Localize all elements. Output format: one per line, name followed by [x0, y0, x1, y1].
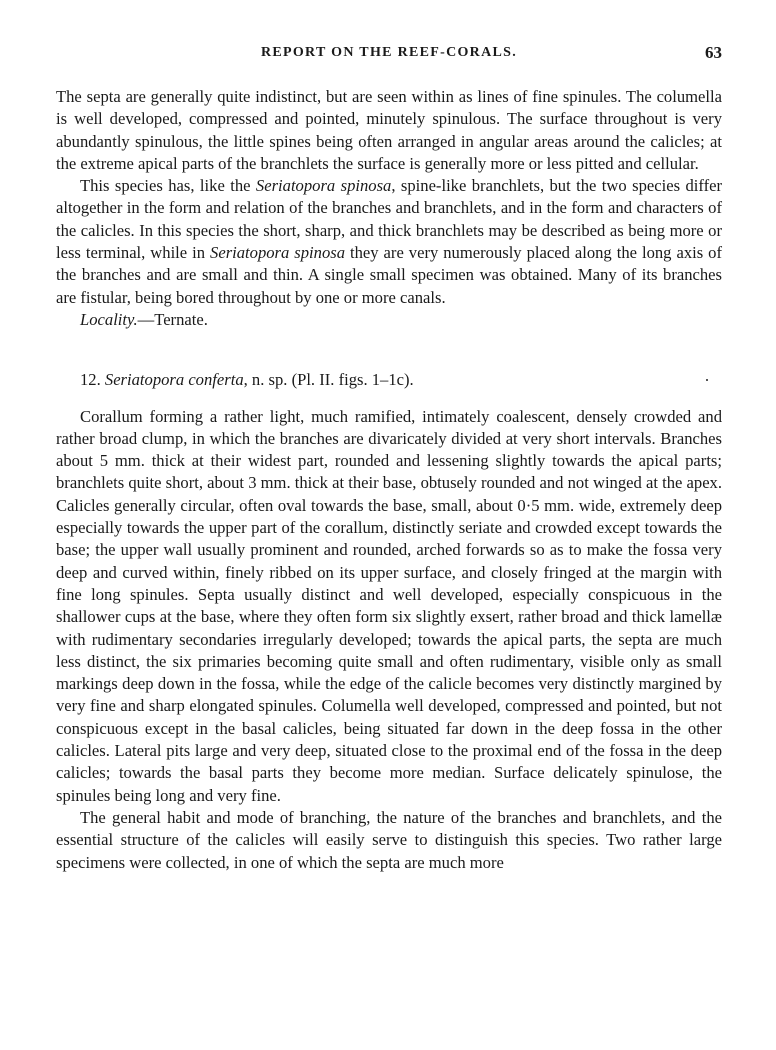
comparison-text-3: they are very numerously placed along the long axis of the branches and are small and thin. A single small specimen was obtained. Many of its branches are fistular, being bored throughout by one or more canals. [56, 243, 722, 307]
stray-mark [706, 379, 708, 381]
body-text [56, 86, 722, 874]
locality-line [56, 309, 722, 331]
species-name-italic: Seriatopora spinosa [255, 176, 392, 196]
species-heading-name: Seriatopora conferta [104, 370, 244, 390]
species-heading [56, 369, 722, 391]
paragraph-distinguishing: The general habit and mode of branching, the nature of the branches and branchlets, and the essential structure of the calicles will easily serve to distinguish this species. Two rather large specimens were collected, in one of which the septa are much more [56, 807, 722, 872]
comparison-text-1: This species has, like the [80, 176, 256, 196]
species-name-italic: Seriatopora spinosa [210, 243, 346, 263]
paragraph-description: Corallum forming a rather light, much ramified, intimately coalescent, densely crowded and rather broad clump, in which the branches are divaricately divided at very short intervals. Branches about 5 mm. thick at their widest part, rounded and lessening slightly towards the apical parts; branchlets quite short, about 3 mm. thick at their base, obtusely rounded and not winged at the apex. Calicles generally circular, often oval towards the base, small, about 0·5 mm. wide, extremely deep especially towards the upper part of the corallum, distinctly seriate and crowded except towards the base; the upper wall usually prominent and rounded, arched forwards so as to make the fossa very deep and curved within, finely ribbed on its upper surface, and closely fringed at the margin with fine long spinules. Septa usually distinct and well developed, especially conspicuous in the shallower cups at the base, where they often form six slightly exsert, rather broad and thick lamellæ with rudimentary secondaries irregularly developed; towards the apical parts, the septa are much less distinct, the six primaries becoming quite small and often rudimentary, visible only as small markings deep down in the fossa, while the edge of the calicle becomes very distinctly margined by very fine and sharp elongated spinules. Columella well developed, compressed and pointed, but not conspicuous except in the basal calicles, being situated far down in the deep fossa in the other calicles. Lateral pits large and very deep, situated close to the proximal end of the fossa in the deep calicles; towards the basal parts they become more median. Surface delicately spinulose, the spinules being long and very fine. [56, 406, 722, 805]
species-number: 12. [80, 370, 105, 390]
locality-label: Locality. [80, 309, 138, 329]
page-number: 63 [705, 43, 722, 62]
paragraph-septa: The septa are generally quite indistinct, but are seen within as lines of fine spinules. The columella is well developed, compressed and pointed, minutely spinulous. The surface throughout is very abundantly spinulous, the little spines being often arranged in angular areas around the calicles; at the extreme apical parts of the branchlets the surface is generally more or less pitted and cellular. [56, 87, 722, 173]
comparison-text-2: , spine-like branchlets, but the two species differ altogether in the form and relation of the branches and branchlets, and in the form and characters of the calicles. In this species the short, sharp, and thick branchlets may be described as being more or less terminal, while in [56, 176, 722, 263]
running-head [56, 45, 722, 69]
species-heading-suffix: , n. sp. (Pl. II. figs. 1–1c). [243, 370, 414, 390]
paragraph-comparison [56, 175, 722, 309]
running-title: REPORT ON THE REEF-CORALS. [260, 45, 518, 60]
locality-value: —Ternate. [137, 309, 208, 329]
